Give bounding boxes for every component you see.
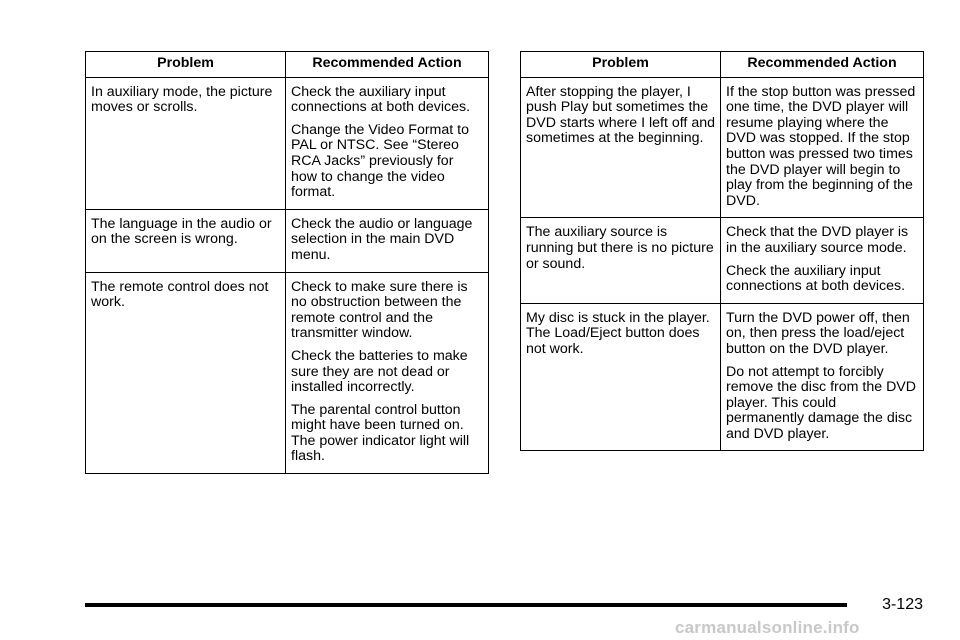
troubleshooting-table-left	[85, 51, 489, 474]
table-row	[86, 77, 489, 209]
column-header-recommended-action: Recommended Action	[286, 52, 489, 78]
problem-cell	[86, 272, 286, 474]
action-text: If the stop button was pressed one time, the DVD player will resume playing where the DVD was stopped. If the stop button was pressed two times the DVD player will begin to play from the beginning of the DVD.	[726, 83, 916, 209]
action-text: The parental control button might have been turned on. The power indicator light will flash.	[291, 401, 470, 465]
action-cell	[286, 77, 489, 209]
table-header-row	[86, 52, 489, 78]
problem-text: In auxiliary mode, the picture moves or scrolls.	[91, 83, 273, 116]
action-cell	[721, 303, 924, 451]
page-number: 3-123	[882, 596, 923, 613]
table-row	[521, 218, 924, 303]
problem-cell	[521, 303, 721, 451]
action-text: Check that the DVD player is in the auxiliary source mode.	[726, 224, 909, 256]
problem-text: My disc is stuck in the player. The Load/Eject button does not work.	[526, 309, 710, 357]
column-header-recommended-action: Recommended Action	[721, 52, 924, 78]
problem-cell	[86, 209, 286, 272]
action-cell	[286, 209, 489, 272]
action-text: Turn the DVD power off, then on, then press the load/eject button on the DVD player.	[726, 309, 910, 357]
column-header-problem: Problem	[86, 52, 286, 78]
problem-cell	[521, 77, 721, 218]
action-text: Check the auxiliary input connections at both devices.	[291, 83, 471, 116]
action-text: Do not attempt to forcibly remove the disc from the DVD player. This could permanently damage the disc and DVD player.	[726, 363, 917, 442]
troubleshooting-table-right	[520, 51, 924, 451]
action-text: Change the Video Format to PAL or NTSC. See “Stereo RCA Jacks” previously for how to change the video format.	[291, 121, 469, 201]
problem-cell	[86, 77, 286, 209]
problem-text: After stopping the player, I push Play but sometimes the DVD starts where I left off and sometimes at the beginning.	[526, 83, 715, 147]
action-text: Check the audio or language selection in the main DVD menu.	[291, 215, 473, 263]
problem-text: The remote control does not work.	[91, 278, 269, 311]
action-text: Check the auxiliary input connections at both devices.	[726, 262, 906, 295]
footer-rule	[85, 603, 847, 607]
problem-cell	[521, 218, 721, 303]
table-row	[86, 209, 489, 272]
action-cell	[721, 77, 924, 218]
table-row	[86, 272, 489, 474]
problem-text: The language in the audio or on the screen is wrong.	[91, 215, 272, 248]
table-header-row	[521, 52, 924, 78]
table-row	[521, 77, 924, 218]
column-header-problem: Problem	[521, 52, 721, 78]
watermark: carmanualsonline.info	[675, 618, 860, 637]
action-text: Check to make sure there is no obstruction between the remote control and the transmitter window.	[291, 278, 468, 342]
problem-text: The auxiliary source is running but there is no picture or sound.	[526, 224, 714, 272]
action-cell	[721, 218, 924, 303]
action-cell	[286, 272, 489, 474]
action-text: Check the batteries to make sure they are not dead or installed incorrectly.	[291, 347, 468, 396]
table-row	[521, 303, 924, 451]
